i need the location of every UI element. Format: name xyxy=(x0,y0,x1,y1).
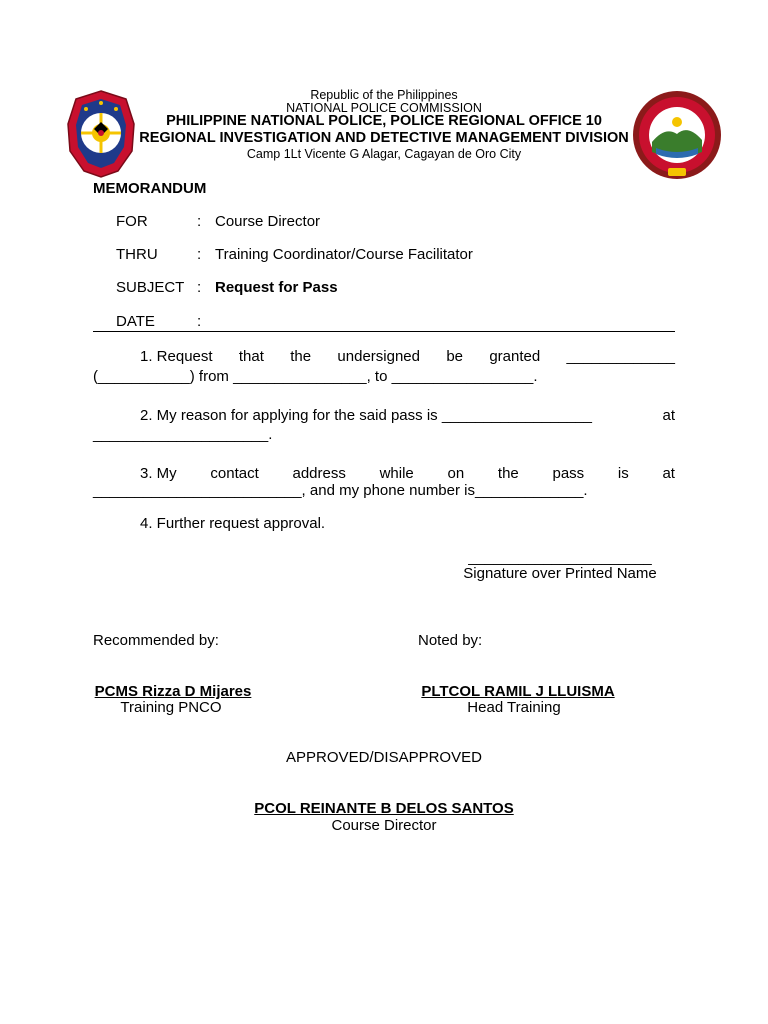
for-colon: : xyxy=(197,213,202,230)
thru-label: THRU xyxy=(116,246,158,263)
date-divider xyxy=(93,331,675,332)
p2-word: at xyxy=(662,407,675,424)
paragraph-4: 4. Further request approval. xyxy=(140,515,326,532)
subject-label: SUBJECT xyxy=(116,279,185,296)
approval-label: APPROVED/DISAPPROVED xyxy=(286,749,482,766)
p3-word: contact xyxy=(210,465,259,482)
p1-word: 1. Request xyxy=(140,348,213,365)
paragraph-2-line-1 xyxy=(93,407,675,424)
recommender-title: Training PNCO xyxy=(120,699,222,716)
p3-word: while xyxy=(379,465,414,482)
recommended-label: Recommended by: xyxy=(93,632,219,649)
for-value: Course Director xyxy=(215,213,321,230)
p1-word: be xyxy=(446,348,464,365)
date-colon: : xyxy=(197,313,202,330)
date-label: DATE xyxy=(116,313,155,330)
signature-caption: Signature over Printed Name xyxy=(463,565,657,582)
header-ridmd: REGIONAL INVESTIGATION AND DETECTIVE MANAGEMENT DIVISION xyxy=(139,130,629,146)
header-address: Camp 1Lt Vicente G Alagar, Cagayan de Oro City xyxy=(246,147,522,161)
signature-line: ______________________ xyxy=(468,549,652,566)
p3-word: pass xyxy=(552,465,585,482)
p1-word: undersigned xyxy=(337,348,420,365)
noted-label: Noted by: xyxy=(418,632,483,649)
paragraph-1-line-2: (___________) from ________________, to _________________. xyxy=(93,368,538,385)
noter-name: PLTCOL RAMIL J LLUISMA xyxy=(421,683,615,700)
subject-value: Request for Pass xyxy=(215,279,338,296)
p1-word: granted xyxy=(489,348,541,365)
p3-word: address xyxy=(292,465,346,482)
paragraph-1-line-1 xyxy=(93,348,675,365)
approver-title: Course Director xyxy=(331,817,437,834)
p3-word: is xyxy=(617,465,629,482)
paragraph-2-line-2: _____________________. xyxy=(93,426,273,443)
p3-word: 3. My xyxy=(140,465,177,482)
noter-title: Head Training xyxy=(467,699,561,716)
paragraph-3-line-2: _________________________, and my phone number is_____________. xyxy=(93,482,588,499)
thru-value: Training Coordinator/Course Facilitator xyxy=(215,246,473,263)
approver-name: PCOL REINANTE B DELOS SANTOS xyxy=(254,800,514,817)
header-napolcom: NATIONAL POLICE COMMISSION xyxy=(286,101,482,115)
for-label: FOR xyxy=(116,213,148,230)
header-republic: Republic of the Philippines xyxy=(310,88,458,102)
p1-word: the xyxy=(290,348,312,365)
memo-title: MEMORANDUM xyxy=(93,180,207,197)
p2-text: 2. My reason for applying for the said pass is __________________ xyxy=(140,407,592,424)
paragraph-3-line-1 xyxy=(93,465,675,482)
p3-word: on xyxy=(447,465,465,482)
p3-word: at xyxy=(662,465,675,482)
header-pnp-pro10: PHILIPPINE NATIONAL POLICE, POLICE REGIONAL OFFICE 10 xyxy=(166,113,602,129)
p3-word: the xyxy=(497,465,519,482)
p1-word: that xyxy=(238,348,264,365)
p1-blank: _____________ xyxy=(566,348,675,365)
thru-colon: : xyxy=(197,246,202,263)
recommender-name: PCMS Rizza D Mijares xyxy=(94,683,252,700)
subject-colon: : xyxy=(197,279,202,296)
